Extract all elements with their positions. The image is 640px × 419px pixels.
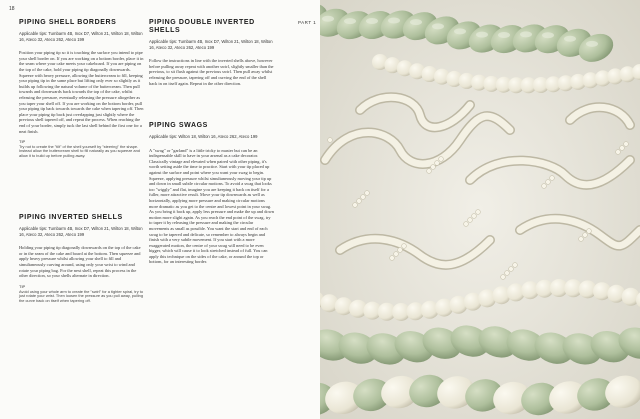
bead (402, 244, 407, 249)
instructions: Holding your piping tip diagonally downwards on the top of the cake or in the seam of the cake and board at the bottom. Then squeeze and apply heavy pressure whilst allowing your shell to fill and simultaneously curving around, using only your wrist to wind and rotate your piping bag. For the next shell, repeat this process in the other direction, so your shells alternate in direction. (19, 245, 141, 279)
bead (579, 237, 584, 242)
section-inverted-shells (19, 214, 144, 303)
part-label: PART 1 (298, 20, 317, 25)
bead (616, 150, 621, 155)
tip-text: Avoid using your whole arm to create the "swirl" for a tighter spiral, try to just rotate your wrist. Then loosen the pressure as you pull away, pulling the curve back on itself when tapering off. (19, 288, 144, 303)
shell-highlight (476, 32, 488, 38)
bead (365, 191, 370, 196)
shell-highlight (498, 32, 510, 38)
section-shell-borders (19, 19, 144, 159)
shell-highlight (366, 18, 378, 24)
section-title: PIPING DOUBLE INVERTED SHELLS (149, 19, 255, 34)
shell-highlight (586, 41, 598, 47)
bead (353, 203, 358, 208)
bead (431, 165, 436, 170)
bead (505, 271, 510, 276)
shell-highlight (344, 18, 356, 24)
tip-label: TIP (19, 139, 26, 145)
instructions: Position your piping tip so it is touching the surface you intend to pipe your shell border on. If you are working on a bottom border, place it in the seam where your cake meets your cakeboard. If you are piping on the top of the cake, hold your piping tip diagonally downwards. Squeeze with heavy pressure, allowing the buttercream to fill, keeping your piping tip in the same place but lifting only ever so slightly as it builds up following the natural volume of the buttercream. Then pull towards and downwards back towards the top of the cake, whilst releasing the pressure, eventually releasing the pressure altogether as you taper your shell off. If you are working on the bottom border, pull your piping tip back towards towards the cake when tapering off. Then place your piping tip back just overlapping just slightly where the previous shell tapered off, and repeat the process. When reaching the end of your border, simply tuck the last shell behind the first one for a neat finish. (19, 50, 144, 134)
bead (620, 146, 625, 151)
section-double-inverted-shells (149, 19, 274, 86)
page-number: 18 (9, 6, 15, 12)
bead (361, 195, 366, 200)
section-title: PIPING INVERTED SHELLS (19, 214, 123, 221)
bead (583, 233, 588, 238)
applicable-tips: Applicable tips: Wilton 18, Wilton 16, Ateco 262, Ateco 199 (149, 134, 258, 139)
bead (546, 180, 551, 185)
bead (328, 138, 333, 143)
bead (398, 248, 403, 253)
bead (357, 199, 362, 204)
bead (464, 222, 469, 227)
right-column (149, 19, 274, 265)
bead (427, 169, 432, 174)
bead (476, 210, 481, 215)
bead (587, 229, 592, 234)
instructions: A "swag" or "garland" is a little tricky to master but can be an indispensable skill to have in your arsenal as a cake decorator. Classically vintage and elevated when paired with other piping, it's worth setting aside the time to practice. Start with your tip placed up against the surface and point where you want your swag to begin. Squeeze, applying pressure whilst simultaneously moving your tip up and down in small subtle circular motions. To avoid a swag that looks too "wiggly" and flat, imagine you are keeping it back on itself for a fuller, more attractive result. Move your tip downwards as well as horizontally, applying more pressure and making circular motions more dramatic as you get to the centre and lowest point in your swag. As you bring it back up, apply less pressure and make the up and down motion more slight again. As you reach the end point of the swag, try to taper it by releasing the pressure and making the circular movements as small as possible. You want the start and end of each swag to be tapered and delicate, so remember to always begin and finish with a very subtle movement. If you start with a more exaggerated motion, the centre of your swag will need to be even bigger, which will cause it to look stretched instead of full. You can apply this technique on the sides of the cake, or around the top or bottom, for an interesting border. (149, 147, 274, 265)
tip-label: TIP (19, 283, 26, 289)
shell-highlight (454, 28, 466, 34)
section-swags (149, 122, 274, 265)
shell-highlight (322, 16, 334, 22)
bead (542, 184, 547, 189)
section-title: PIPING SWAGS (149, 122, 208, 129)
cake-illustration (320, 0, 640, 419)
bead (509, 267, 514, 272)
bead (435, 161, 440, 166)
shell-highlight (520, 31, 532, 37)
shell-highlight (388, 18, 400, 24)
cake-photo (320, 0, 640, 419)
bead (439, 157, 444, 162)
bead (501, 275, 506, 280)
shell-highlight (410, 19, 422, 25)
tip-text: Try not to create the "tilt" of the shell yourself by "steering" the shape. Instead allow the buttercream shell to fill naturally as you squeeze and allow it to build up before pulling away. (19, 143, 140, 159)
shell-highlight (432, 23, 444, 29)
left-column (19, 19, 144, 303)
bead (550, 176, 555, 181)
bead (624, 142, 629, 147)
section-title: PIPING SHELL BORDERS (19, 19, 117, 26)
bead (394, 252, 399, 257)
instructions: Follow the instructions in line with the inverted shells above, however before pulling away repeat with another swirl, slightly smaller than the previous, to sit flush against the previous swirl. Then pull away whilst releasing the pressure, tapering off and curving the end of the shell back in on itself again. Repeat in the other direction. (149, 58, 274, 86)
shell-highlight (542, 32, 554, 38)
applicable-tips: Applicable tips: Tumbarm 4B, Inox D7, Wilton 21, Wilton 18, Wilton 16, Ateco 32, Ateco 262, Ateco 199 (19, 226, 143, 237)
shell-highlight (564, 36, 576, 42)
bead (472, 214, 477, 219)
bead (513, 263, 518, 268)
applicable-tips: Applicable tips: Tumbarm 4B, Inox D7, Wilton 21, Wilton 18, Wilton 16, Ateco 32, Ateco 262, Ateco 199 (19, 31, 143, 42)
applicable-tips: Applicable tips: Tumbarm 4B, Inox D7, Wilton 21, Wilton 18, Wilton 16, Ateco 32, Ateco 262, Ateco 199 (149, 39, 273, 50)
bead (468, 218, 473, 223)
bead (390, 256, 395, 261)
